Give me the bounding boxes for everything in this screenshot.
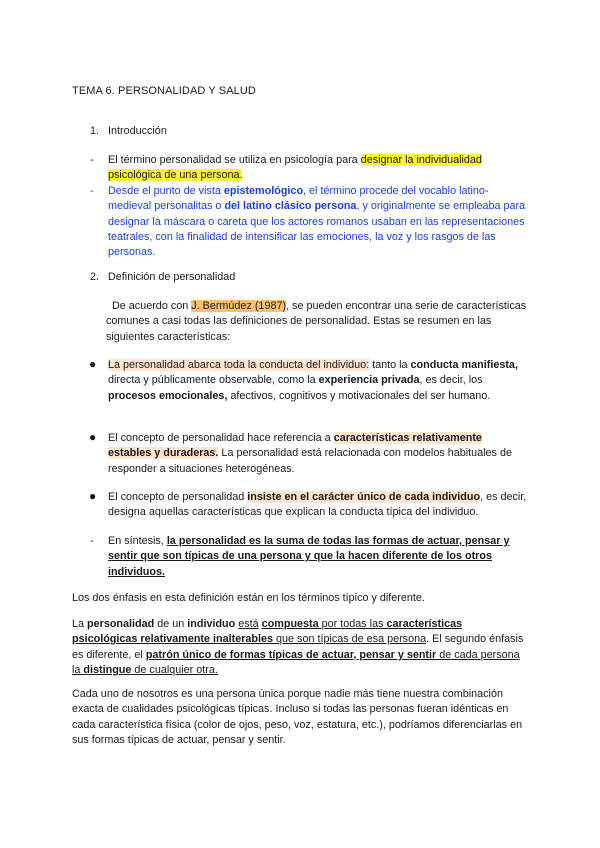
bold-term: procesos emocionales,	[108, 389, 228, 402]
highlighted-text: designar la individualidad psicológica de una persona.	[108, 154, 482, 182]
text-run: , se pueden encontrar una serie de características comunes a casi todas las definiciones de personalidad. Estas se resumen en las siguientes características:	[106, 300, 527, 343]
text-run: . El segundo énfasis es diferente, el	[72, 633, 524, 661]
closing-paragraph: Cada uno de nosotros es una persona única porque nadie más tiene nuestra combinación exacta de cualidades psicológicas típicas. Incluso si todas las personas fueran idénticas en cada característica física (color de ojos, peso, voz, estatura, etc.), podríamos diferenciarlas en sus formas típicas de actuar, pensar y sentir.	[72, 688, 523, 746]
definition-intro-paragraph	[106, 299, 528, 345]
page-title: TEMA 6. PERSONALIDAD Y SALUD	[72, 85, 256, 97]
section-heading: Introducción	[108, 125, 167, 137]
dash-marker: -	[90, 185, 94, 197]
intro-paragraph	[108, 153, 528, 184]
text-run: En síntesis,	[108, 535, 167, 547]
underlined-term: está	[238, 618, 259, 630]
underlined-term: de cada persona la	[72, 648, 520, 676]
etymology-paragraph	[108, 184, 528, 260]
text-run: tanto la	[369, 359, 411, 371]
bullet-marker: ●	[89, 489, 97, 503]
bold-underlined-definition: la personalidad es la suma de todas las formas de actuar, pensar y sentir que son típicas de una persona y que la hacen diferente de los otros individuos.	[108, 535, 510, 578]
bold-underlined-term: distingue	[83, 663, 132, 676]
bold-term: individuo	[187, 618, 236, 630]
text-run: De acuerdo con	[112, 300, 192, 312]
section-number: 1.	[90, 125, 100, 137]
bullet-marker: ●	[89, 430, 97, 444]
text-run: El concepto de personalidad hace referencia a	[108, 432, 334, 444]
text-run: , es decir, designa aquellas características que explican la conducta típica del individuo.	[108, 491, 527, 519]
bold-term: epistemológico	[223, 185, 304, 197]
underlined-term: por todas las	[318, 618, 387, 630]
explanation-paragraph	[72, 617, 528, 678]
bold-underlined-term: patrón único de formas típicas de actuar, pensar y sentir	[145, 648, 437, 661]
synthesis-paragraph	[108, 534, 528, 580]
bold-highlighted-term: insiste en el carácter único de cada individuo	[247, 491, 481, 503]
text-run: El concepto de personalidad	[108, 491, 248, 503]
text-run: , es decir, los	[419, 374, 483, 387]
bold-term: experiencia privada	[318, 374, 420, 387]
text-run: , el término procede del vocablo latino-medieval personalitas o	[108, 185, 489, 213]
bold-term: del latino clásico persona	[224, 200, 357, 213]
bullet-item	[108, 431, 528, 477]
section-number: 2.	[90, 271, 100, 283]
section-heading: Definición de personalidad	[108, 271, 236, 283]
text-run: Desde el punto de vista	[108, 185, 224, 197]
bold-underlined-term: compuesta	[261, 618, 319, 630]
dash-marker: -	[90, 154, 94, 166]
highlighted-text: La personalidad abarca toda la conducta del individuo:	[108, 359, 370, 371]
bullet-item	[108, 358, 528, 404]
bullet-item	[108, 490, 528, 521]
bullet-marker: ●	[89, 357, 97, 371]
text-run: La	[72, 618, 88, 630]
text-run: El término personalidad se utiliza en psicología para	[108, 154, 361, 166]
underlined-term: que son típicas de esa persona	[273, 633, 427, 646]
bold-term: conducta manifiesta,	[410, 359, 518, 371]
bold-underlined-term: características psicológicas relativamente inalterables	[72, 618, 463, 646]
citation-highlight: J. Bermúdez (1987)	[191, 300, 287, 312]
text-run: directa y públicamente observable, como la	[108, 374, 319, 387]
bold-highlighted-term: características relativamente estables y duraderas.	[108, 432, 482, 460]
text-run: , y originalmente se empleaba para designar la máscara o careta que los actores romanos usaban en las representaciones teatrales, con la finalidad de intensificar las emociones, la voz y los rasgos de las personas.	[108, 200, 526, 259]
underlined-term: de cualquier otra.	[131, 663, 218, 676]
emphasis-paragraph: Los dos énfasis en esta definición están en los términos típico y diferente.	[72, 592, 425, 604]
bold-term: personalidad	[87, 618, 155, 630]
text-run: La personalidad está relacionada con modelos habituales de responder a situaciones heterogéneas.	[108, 447, 512, 475]
text-run: afectivos, cognitivos y motivacionales del ser humano.	[227, 389, 491, 402]
dash-marker: -	[90, 535, 94, 547]
text-run: de un	[154, 618, 188, 630]
